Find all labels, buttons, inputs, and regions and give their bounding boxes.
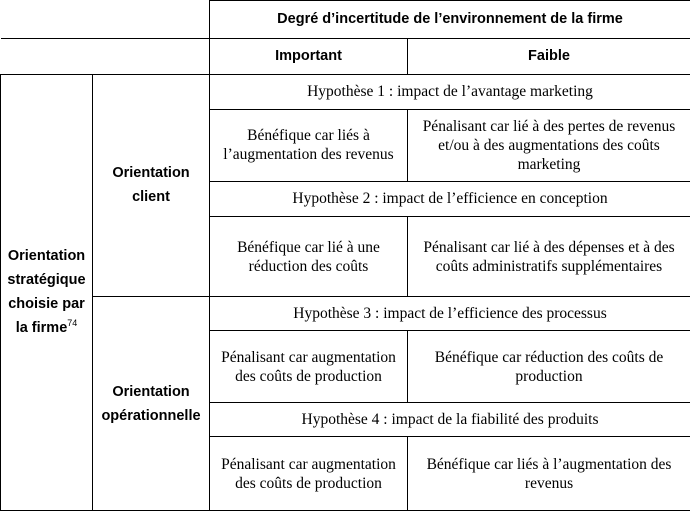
cell-important: Bénéfique car liés à l’augmentation des revenus <box>210 110 408 182</box>
empty-corner-cell <box>1 39 210 74</box>
hypothesis-title: Hypothèse 4 : impact de la fiabilité des produits <box>210 402 690 436</box>
empty-corner-cell <box>1 1 210 39</box>
uncertainty-header: Degré d’incertitude de l’environnement de la firme <box>210 1 690 39</box>
hypothesis-title: Hypothèse 1 : impact de l’avantage marketing <box>210 74 690 109</box>
cell-faible: Pénalisant car lié à des dépenses et à des coûts administratifs supplémentaires <box>408 216 690 296</box>
cell-faible: Bénéfique car réduction des coûts de production <box>408 331 690 403</box>
hypothesis-title: Hypothèse 3 : impact de l’efficience des processus <box>210 297 690 331</box>
strategic-orientation-text: Orientation stratégique choisie par la firme <box>7 248 86 337</box>
cell-faible: Bénéfique car liés à l’augmentation des revenus <box>408 437 690 511</box>
hypothesis-title: Hypothèse 2 : impact de l’efficience en conception <box>210 181 690 216</box>
cell-important: Pénalisant car augmentation des coûts de production <box>210 331 408 403</box>
footnote-marker: 74 <box>67 318 78 329</box>
cell-important: Bénéfique car lié à une réduction des coûts <box>210 216 408 296</box>
cell-important: Pénalisant car augmentation des coûts de production <box>210 437 408 511</box>
cell-faible: Pénalisant car lié à des pertes de revenus et/ou à des augmentations des coûts marketing <box>408 110 690 182</box>
group-label-client: Orientation client <box>93 74 210 296</box>
strategic-orientation-label <box>1 74 93 510</box>
column-header-important: Important <box>210 39 408 74</box>
column-header-faible: Faible <box>408 39 690 74</box>
group-label-operational: Orientation opérationnelle <box>93 297 210 511</box>
